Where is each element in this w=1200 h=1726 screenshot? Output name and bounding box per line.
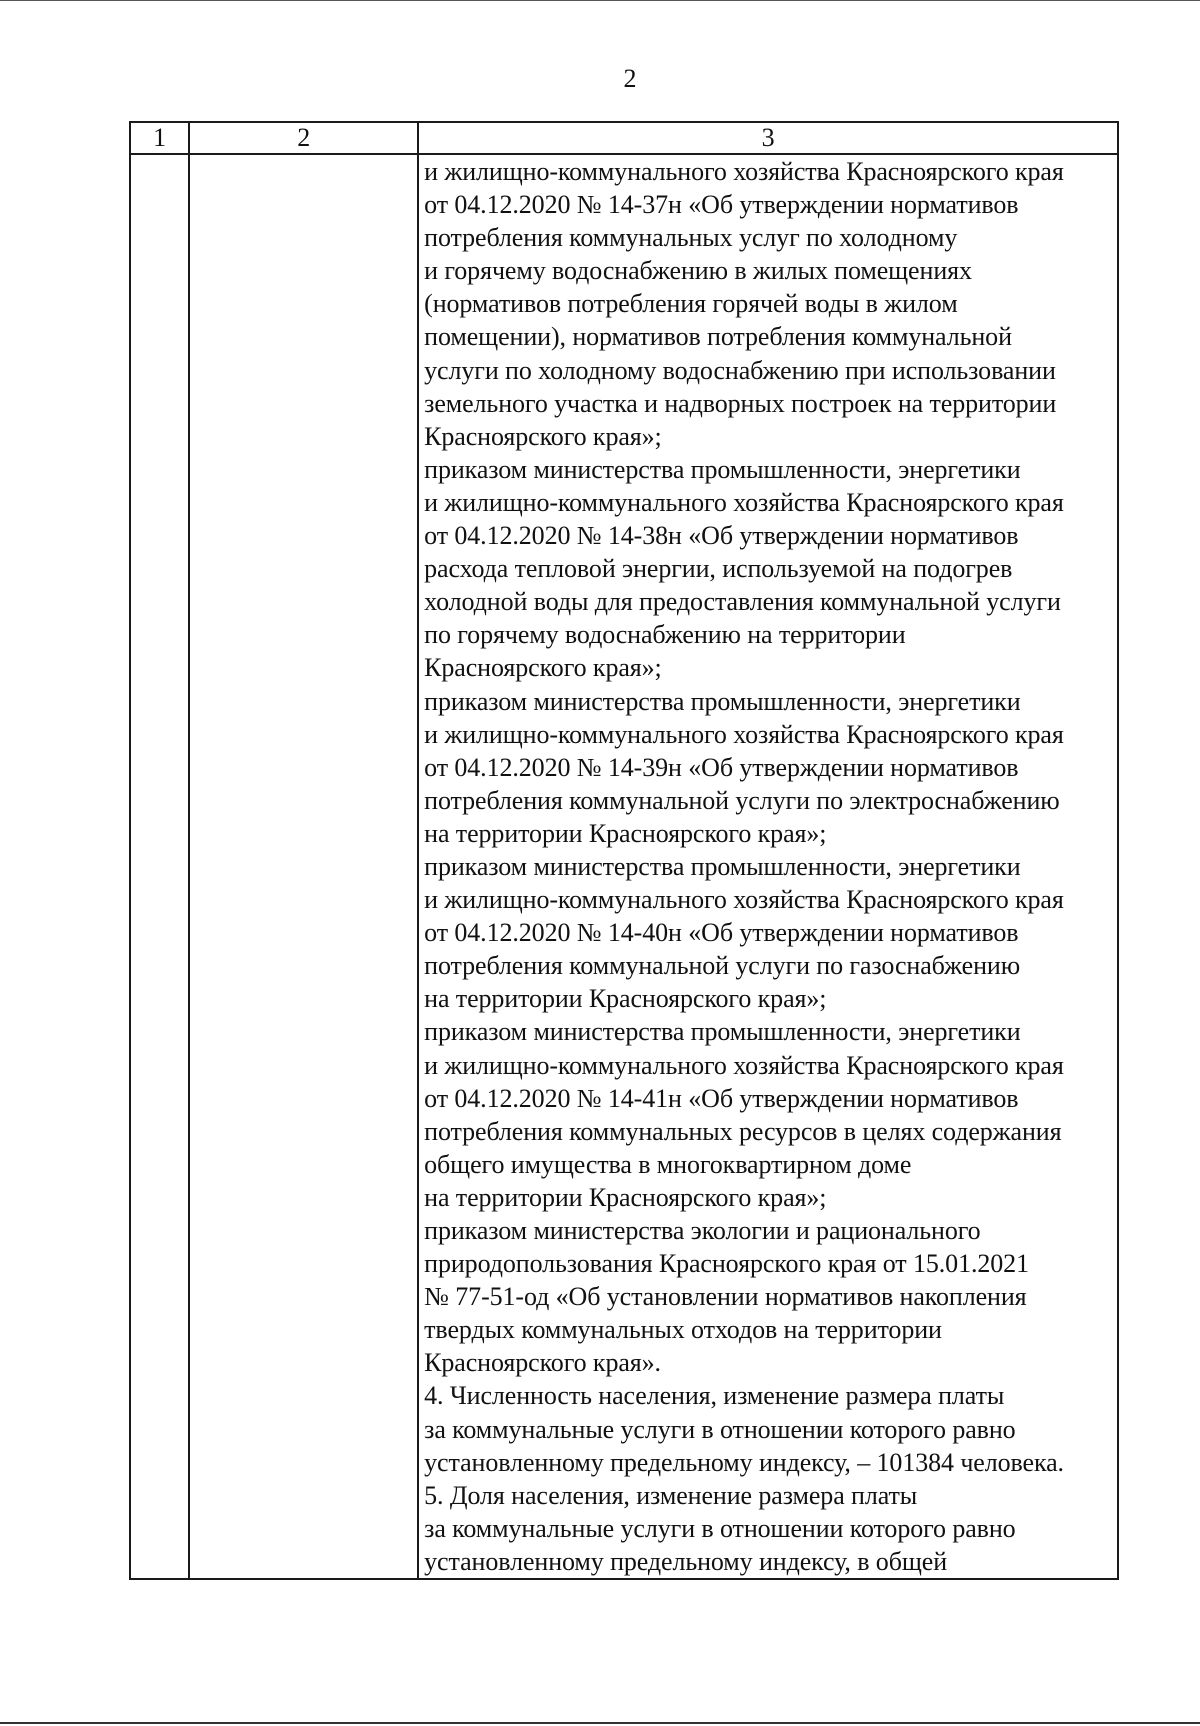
text-line: 4. Численность населения, изменение размера платы: [424, 1381, 1005, 1411]
text-line: и жилищно-коммунального хозяйства Красноярского края: [424, 719, 1064, 749]
text-line: от 04.12.2020 № 14-40н «Об утверждении нормативов: [424, 918, 1019, 948]
text-line: и жилищно-коммунального хозяйства Красноярского края: [424, 885, 1064, 915]
text-line: № 77-51-од «Об установлении нормативов накопления: [424, 1282, 1027, 1312]
text-line: за коммунальные услуги в отношении которого равно: [424, 1414, 1016, 1444]
text-line: приказом министерства экологии и рационального: [424, 1216, 981, 1245]
column-1-cell: [130, 154, 189, 1579]
text-line: на территории Красноярского края»;: [424, 984, 827, 1014]
text-line: 5. Доля населения, изменение размера платы: [424, 1480, 918, 1510]
column-3-text: [419, 155, 1117, 1578]
text-line: от 04.12.2020 № 14-38н «Об утверждении нормативов: [424, 521, 1019, 551]
text-line: установленному предельному индексу, в общей: [424, 1546, 948, 1576]
document-table: [129, 121, 1119, 1580]
text-line: природопользования Красноярского края от 15.01.2021: [424, 1249, 1029, 1279]
column-header-1: 1: [130, 122, 189, 154]
column-3-cell: [418, 154, 1118, 1579]
text-line: потребления коммунальной услуги по электроснабжению: [424, 785, 1060, 815]
text-line: Красноярского края»;: [424, 653, 662, 683]
text-line: от 04.12.2020 № 14-39н «Об утверждении нормативов: [424, 752, 1019, 782]
text-line: приказом министерства промышленности, энергетики: [424, 851, 1021, 881]
text-line: потребления коммунальных ресурсов в целях содержания: [424, 1116, 1062, 1146]
scan-edge-top: [0, 0, 1200, 1]
text-line: на территории Красноярского края»;: [424, 818, 827, 848]
text-line: за коммунальные услуги в отношении которого равно: [424, 1513, 1016, 1543]
text-line: от 04.12.2020 № 14-37н «Об утверждении нормативов: [424, 190, 1019, 220]
text-line: (нормативов потребления горячей воды в жилом: [424, 289, 958, 319]
table-header-row: [130, 122, 1118, 154]
table-row: [130, 154, 1118, 1579]
column-header-3: 3: [418, 122, 1118, 154]
text-line: и горячему водоснабжению в жилых помещениях: [424, 256, 972, 286]
text-line: услуги по холодному водоснабжению при использовании: [424, 355, 1056, 385]
text-line: холодной воды для предоставления коммунальной услуги: [424, 587, 1061, 617]
text-line: от 04.12.2020 № 14-41н «Об утверждении нормативов: [424, 1083, 1019, 1113]
column-header-2: 2: [189, 122, 418, 154]
scan-edge-bottom: [0, 1722, 1200, 1724]
column-2-cell: [189, 154, 418, 1579]
text-line: общего имущества в многоквартирном доме: [424, 1149, 912, 1179]
text-line: Красноярского края».: [424, 1348, 661, 1378]
text-line: помещении), нормативов потребления коммунальной: [424, 322, 1012, 352]
text-line: земельного участка и надворных построек на территории: [424, 388, 1057, 418]
text-line: на территории Красноярского края»;: [424, 1182, 827, 1212]
text-line: и жилищно-коммунального хозяйства Красноярского края: [424, 157, 1064, 186]
text-line: приказом министерства промышленности, энергетики: [424, 454, 1021, 484]
text-line: установленному предельному индексу, – 101384 человека.: [424, 1447, 1064, 1477]
text-line: Красноярского края»;: [424, 421, 662, 451]
text-line: потребления коммунальной услуги по газоснабжению: [424, 951, 1021, 981]
text-line: по горячему водоснабжению на территории: [424, 620, 906, 650]
text-line: твердых коммунальных отходов на территории: [424, 1315, 942, 1345]
text-line: приказом министерства промышленности, энергетики: [424, 686, 1021, 716]
text-line: расхода тепловой энергии, используемой на подогрев: [424, 554, 1013, 584]
text-line: потребления коммунальных услуг по холодному: [424, 223, 958, 253]
page-number: 2: [623, 64, 637, 93]
text-line: приказом министерства промышленности, энергетики: [424, 1017, 1021, 1047]
text-line: и жилищно-коммунального хозяйства Красноярского края: [424, 1050, 1064, 1080]
text-line: и жилищно-коммунального хозяйства Красноярского края: [424, 487, 1064, 517]
